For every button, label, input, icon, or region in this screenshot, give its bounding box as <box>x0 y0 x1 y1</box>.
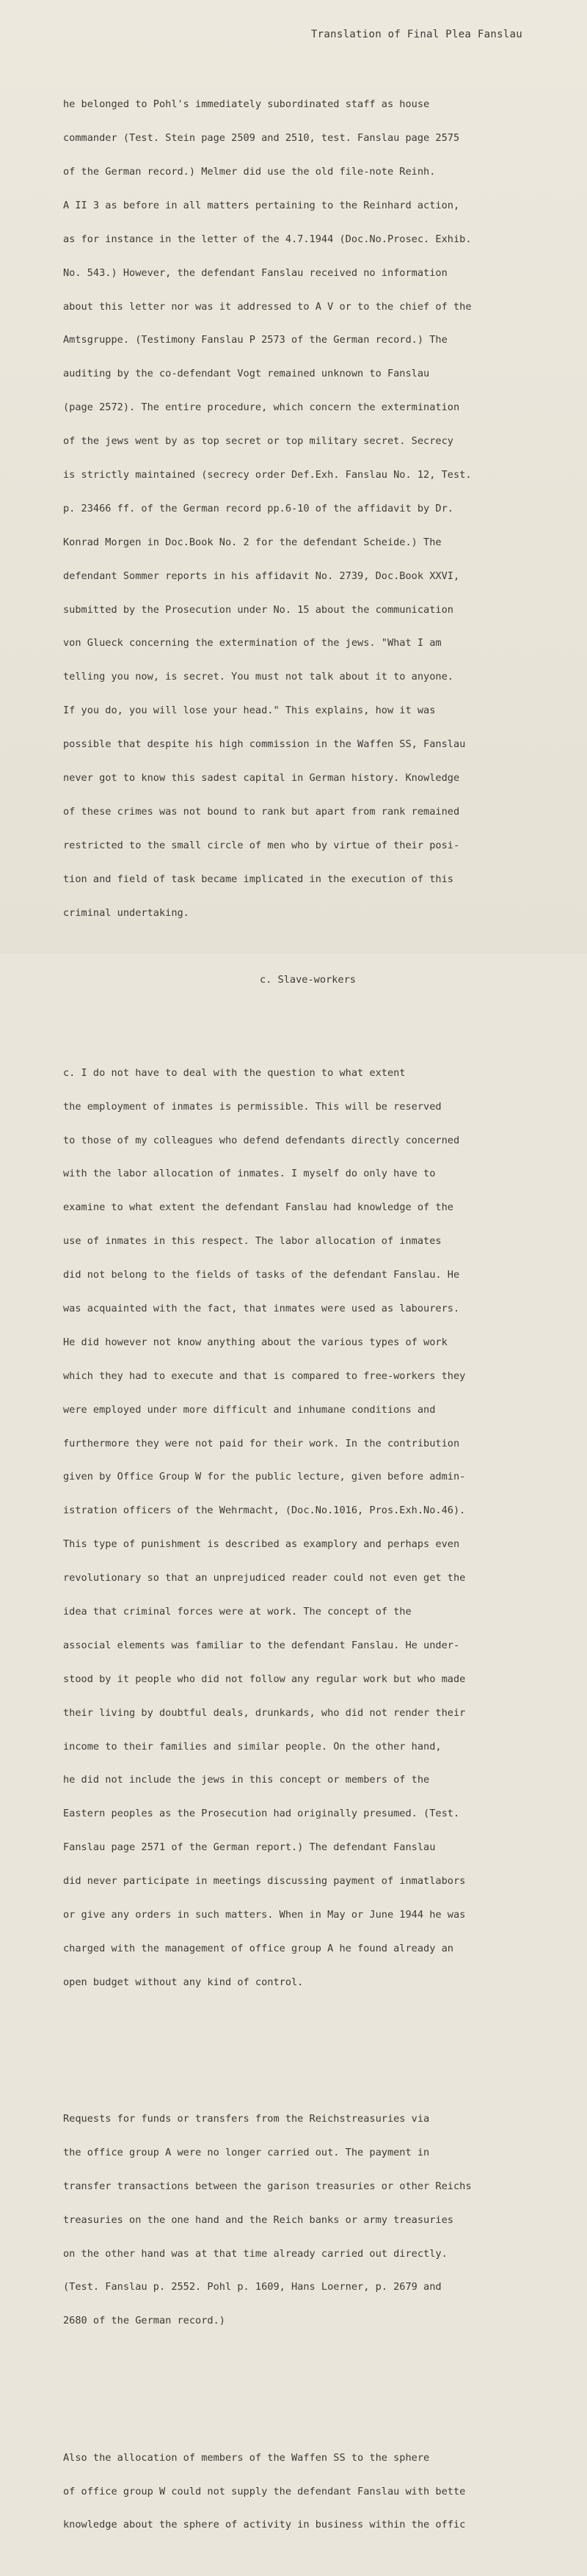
text-line: which they had to execute and that is compared to free-workers they <box>63 1369 466 1382</box>
text-line: as for instance in the letter of the 4.7.1944 (Doc.No.Prosec. Exhib. <box>63 233 472 245</box>
text-line: telling you now, is secret. You must not talk about it to anyone. <box>63 671 453 683</box>
text-line: auditing by the co-defendant Vogt remained unknown to Fanslau <box>63 368 430 380</box>
text-line: he belonged to Pohl's immediately subordinated staff as house <box>63 98 430 111</box>
text-line: If you do, you will lose your head." This explains, how it was <box>63 705 436 717</box>
text-line: p. 23466 ff. of the German record pp.6-10 of the affidavit by Dr. <box>63 502 453 514</box>
text-line: given by Office Group W for the public lecture, given before admin- <box>63 1471 466 1483</box>
text-line: to those of my colleagues who defend defendants directly concerned <box>63 1134 460 1146</box>
text-line: is strictly maintained (secrecy order Def.Exh. Fanslau No. 12, Test. <box>63 468 472 481</box>
text-line: defendant Sommer reports in his affidavit No. 2739, Doc.Book XXVI, <box>63 570 460 582</box>
text-line: income to their families and similar people. On the other hand, <box>63 1740 442 1753</box>
text-line: charged with the management of office group A he found already an <box>63 1942 453 1954</box>
text-line: was acquainted with the fact, that inmates were used as labourers. <box>63 1302 460 1314</box>
text-line: criminal undertaking. <box>63 906 189 919</box>
text-line: (page 2572). The entire procedure, which concern the extermination <box>63 401 460 414</box>
section-heading: c. Slave-workers <box>260 974 356 986</box>
text-line: idea that criminal forces were at work. The concept of the <box>63 1605 412 1618</box>
text-line: restricted to the small circle of men who by virtue of their posi- <box>63 839 460 851</box>
text-line: their living by doubtful deals, drunkards, who did not render their <box>63 1706 466 1719</box>
text-line: with the labor allocation of inmates. I myself do only have to <box>63 1168 436 1180</box>
document-body <box>63 54 569 2576</box>
text-line: possible that despite his high commission in the Waffen SS, Fanslau <box>63 738 466 751</box>
text-line: istration officers of the Wehrmacht, (Doc.No.1016, Pros.Exh.No.46). <box>63 1505 466 1517</box>
text-line: c. I do not have to deal with the question to what extent <box>63 1066 406 1079</box>
text-line: No. 543.) However, the defendant Fanslau received no information <box>63 266 448 279</box>
text-line: Amtsgruppe. (Testimony Fanslau P 2573 of the German record.) The <box>63 334 448 346</box>
text-line: of office group W could not supply the defendant Fanslau with bette <box>63 2485 466 2497</box>
paragraph-2 <box>63 1045 569 2011</box>
text-line: Konrad Morgen in Doc.Book No. 2 for the defendant Scheide.) The <box>63 536 442 548</box>
text-line: treasuries on the one hand and the Reich banks or army treasuries <box>63 2213 453 2226</box>
paragraph-4 <box>63 2430 569 2553</box>
text-line: associal elements was familiar to the defendant Fanslau. He under- <box>63 1639 460 1651</box>
text-line: the office group A were no longer carried out. The payment in <box>63 2146 430 2158</box>
text-line: never got to know this sadest capital in German history. Knowledge <box>63 772 460 784</box>
text-line: of these crimes was not bound to rank but apart from rank remained <box>63 805 460 818</box>
text-line: submitted by the Prosecution under No. 15 about the communication <box>63 603 453 616</box>
text-line: Requests for funds or transfers from the Reichstreasuries via <box>63 2113 430 2125</box>
text-line: the employment of inmates is permissible. This will be reserved <box>63 1100 442 1113</box>
paragraph-3 <box>63 2091 569 2349</box>
text-line: von Glueck concerning the extermination of the jews. "What I am <box>63 637 442 650</box>
text-line: (Test. Fanslau p. 2552. Pohl p. 1609, Hans Loerner, p. 2679 and <box>63 2281 442 2293</box>
text-line: open budget without any kind of control. <box>63 1976 304 1988</box>
text-line: did not belong to the fields of tasks of the defendant Fanslau. He <box>63 1269 460 1281</box>
text-line: A II 3 as before in all matters pertaining to the Reinhard action, <box>63 199 460 211</box>
text-line: transfer transactions between the garison treasuries or other Reichs <box>63 2180 472 2192</box>
text-line: This type of punishment is described as examplory and perhaps even <box>63 1538 460 1551</box>
text-line: commander (Test. Stein page 2509 and 2510, test. Fanslau page 2575 <box>63 132 460 145</box>
text-line: he did not include the jews in this concept or members of the <box>63 1774 430 1786</box>
text-line: furthermore they were not paid for their work. In the contribution <box>63 1437 460 1449</box>
text-line: on the other hand was at that time already carried out directly. <box>63 2247 448 2260</box>
text-line: of the jews went by as top secret or top military secret. Secrecy <box>63 435 453 448</box>
text-line: were employed under more difficult and inhumane conditions and <box>63 1403 436 1416</box>
text-line: examine to what extent the defendant Fanslau had knowledge of the <box>63 1201 453 1214</box>
text-line: Eastern peoples as the Prosecution had originally presumed. (Test. <box>63 1808 460 1820</box>
text-line: revolutionary so that an unprejudiced reader could not even get the <box>63 1572 466 1584</box>
page-header: Translation of Final Plea Fanslau <box>310 29 522 40</box>
text-line: of the German record.) Melmer did use the old file-note Reinh. <box>63 165 436 178</box>
text-line: did never participate in meetings discussing payment of inmatlabors <box>63 1875 466 1888</box>
text-line: tion and field of task became implicated in the execution of this <box>63 873 453 885</box>
text-line: knowledge about the sphere of activity in business within the offic <box>63 2519 466 2531</box>
text-line: about this letter nor was it addressed to A V or to the chief of the <box>63 300 472 313</box>
paragraph-1 <box>63 77 569 942</box>
text-line: He did however not know anything about the various types of work <box>63 1336 448 1348</box>
text-line: Also the allocation of members of the Waffen SS to the sphere <box>63 2451 430 2464</box>
text-line: or give any orders in such matters. When in May or June 1944 he was <box>63 1908 466 1921</box>
text-line: use of inmates in this respect. The labor allocation of inmates <box>63 1235 442 1248</box>
text-line: stood by it people who did not follow any regular work but who made <box>63 1673 466 1685</box>
text-line: Fanslau page 2571 of the German report.) The defendant Fanslau <box>63 1841 436 1854</box>
text-line: 2680 of the German record.) <box>63 2315 225 2327</box>
